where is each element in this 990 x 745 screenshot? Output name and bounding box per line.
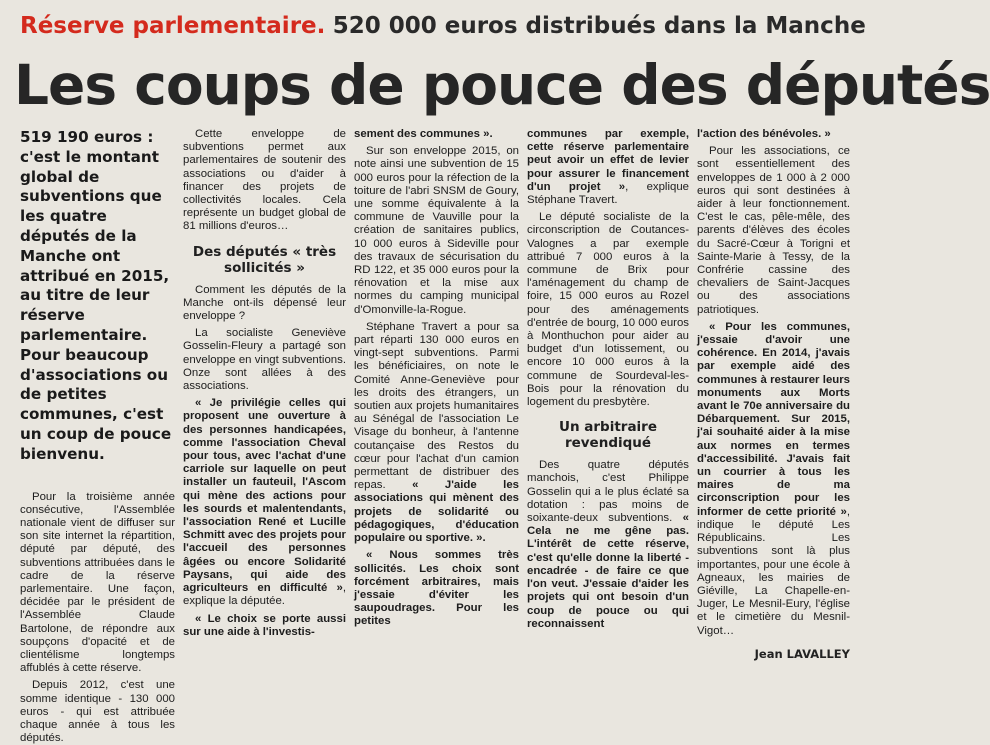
paragraph: Pour les associations, ce sont essentiellement des enveloppes de 1 000 à 2 000 euros qui sont destinées à aider à leur fonctionnement. C'est le cas, pêle-mêle, des parents d'élèves des écoles du Sacré-Cœur à Torigni et Sainte-Marie à Tessy, de la Confrérie cassine des chevaliers de Saint-Jacques ou des associations patriotiques. [697,145,850,316]
quote-attribution: , explique Stéphane Travert. [527,180,690,207]
paragraph [183,613,346,639]
quote: sement des communes ». [354,128,493,140]
kicker [20,10,866,42]
paragraph [354,321,519,545]
quote: l'action des bénévoles. » [697,128,831,140]
paragraph [697,128,850,141]
paragraph [527,128,689,207]
quote: « J'aide les associations qui mènent des projets de solidarité ou pédagogiques, d'éducation populaire ou sportive. ». [354,479,519,545]
paragraph: Pour la troisième année consécutive, l'Assemblée nationale vient de diffuser sur son site internet la répartition, député par député, des subventions attribuées dans le cadre de la réserve parlementaire. Une façon, décidée par le président de l'Assemblée Claude Bartolone, de répondre aux soupçons d'opacité et de clientélisme longtemps affublés à cette réserve. [20,490,175,675]
quote: « Je privilégie celles qui proposent une ouverture à des personnes handicapées, comme l'association Cheval pour tous, avec l'achat d'une carriole sur laquelle on peut installer un fauteuil, l'Ascom qui mène des actions pour les sourds et malentendants, l'association René et Lucille Schmitt avec des projets pour l'accueil des personnes âgées ou encore Solidarité Paysans, qui aide des agriculteurs en difficulté » [183,397,346,595]
article-column-4 [527,128,690,630]
lead-paragraph: 519 190 euros : c'est le montant global de subventions que les quatre députés de la Manche ont attribué en 2015, au titre de leur réserve parlementaire. Pour beaucoup d'associations ou de petites communes, c'est un coup de pouce bienvenu. [20,128,172,463]
quote: « Cela ne me gêne pas. L'intérêt de cette réserve, c'est qu'elle donne la liberté - encadrée - de faire ce que l'on veut. J'essaie d'aider les projets qui ont besoin d'un coup de pouce ou qui reconnaissent [527,512,690,630]
quote: communes par exemple, cette réserve parlementaire peut avoir un effet de levier pour assurer le financement d'un projet » [527,128,689,193]
quote-attribution: , indique le député Les Républicains. Les subventions sont là plus importantes, pour une école à Agneaux, les mairies de Giéville, La Chapelle-en-Juger, Le Mesnil-Eury, l'église et le cimetière du Mesnil-Vigot… [697,505,850,637]
paragraph: Cette enveloppe de subventions permet aux parlementaires de soutenir des associations ou d'aider à financer des projets de collectivités locales. Cela représente un budget global de 81 millions d'euros… [183,128,346,233]
paragraph [183,397,346,608]
article-column-5 [697,128,850,661]
paragraph: Le député socialiste de la circonscription de Coutances-Valognes a par exemple attribué 7 000 euros à la commune de Brix pour l'aménagement du champ de foire, 15 000 euros au Rozel pour des aménagements d'entrée de bourg, 10 000 euros à Monthuchon pour aider au budget d'un lotissement, ou encore 10 000 euros à la commune de Sourdeval-les-Bois pour la rénovation du logement du presbytère. [527,211,689,409]
paragraph-text: Stéphane Travert a pour sa part réparti 130 000 euros en vingt-sept subventions. Parmi les bénéficiaires, on note le Comité Anne-Geneviève pour les droits des étrangers, un soutien aux projets humanitaires au Sénégal de l'association Le Visage du bonheur, à l'antenne coutançaise des Restos du cœur pour l'achat d'un camion permettant de distribuer des repas. [354,320,519,492]
paragraph [697,321,850,638]
paragraph: Sur son enveloppe 2015, on note ainsi une subvention de 15 000 euros pour la réfection de la toiture de l'abri SNSM de Goury, une somme équivalente à la commune de Vauville pour la création de sanitaires publics, 10 000 euros à Sideville pour des travaux de sécurisation du RD 122, et 35 000 euros pour la rénovation et la mise aux normes du camping municipal d'Omonville-la-Rogue. [354,145,519,316]
paragraph: Comment les députés de la Manche ont-ils dépensé leur enveloppe ? [183,283,346,323]
article-column-3 [354,128,519,628]
author-byline: Jean LAVALLEY [754,646,850,661]
quote-attribution: , explique la députée. [183,582,346,608]
paragraph: La socialiste Geneviève Gosselin-Fleury a partagé son enveloppe en vingt subventions. Onze sont allées à des associations. [183,327,346,393]
kicker-subtitle: 520 000 euros distribués dans la Manche [332,13,866,39]
paragraph [354,128,519,141]
quote: « Nous sommes très sollicités. Les choix sont forcément arbitraires, mais j'essaie d'éviter les saupoudrages. Pour les petites [354,549,519,628]
quote: « Le choix se porte aussi sur une aide à l'investis- [183,612,346,638]
article-column-2 [183,128,346,638]
kicker-topic: Réserve parlementaire. [20,13,326,39]
subheading: Un arbitraire revendiqué [559,419,657,452]
article-column-1 [20,128,175,745]
paragraph [527,459,689,631]
headline: Les coups de pouce des députés [14,53,990,117]
paragraph: Depuis 2012, c'est une somme identique - 130 000 euros - qui est attribuée chaque année à tous les députés. [20,679,175,745]
paragraph [354,549,519,628]
subheading: Des députés « très sollicités » [192,243,337,276]
paragraph-text: Des quatre députés manchois, c'est Philippe Gosselin qui a le plus éclaté sa dotation : pas moins de soixante-deux subventions. [527,459,689,525]
quote: « Pour les communes, j'essaie d'avoir une cohérence. En 2014, j'avais par exemple aidé des communes à restaurer leurs monuments aux Morts avant le 70e anniversaire du Débarquement. Sur 2015, j'ai souhaité aider à la mise aux normes en termes d'accessibilité. J'avais fait un courrier à tous les maires de ma circonscription pour les informer de cette priorité » [697,320,850,518]
